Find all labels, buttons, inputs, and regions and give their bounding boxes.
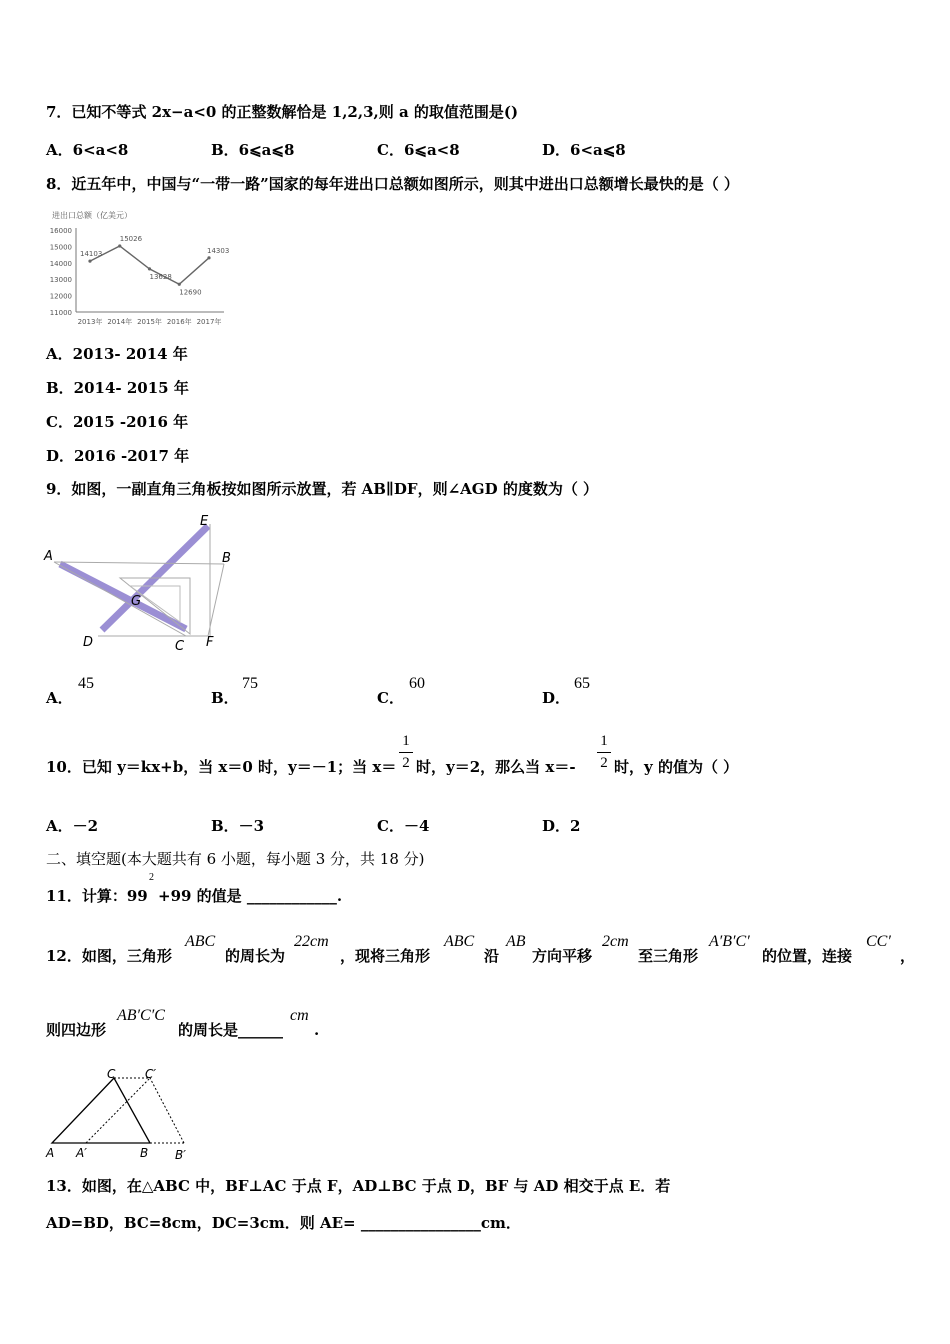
frac-den: 2 [600,755,608,771]
x-tick-label: 2013年 [77,318,103,326]
q10-option-a: A．－2 [46,817,99,835]
data-label: 13628 [149,272,172,281]
q9-option-a-value: 45 [78,675,94,692]
chart-title: 进出口总额（亿美元） [52,211,132,220]
y-tick-label: 12000 [49,292,72,301]
x-tick-label: 2017年 [196,318,222,326]
data-point [207,256,210,259]
q10-stem-c: 时，y 的值为（ ） [614,758,739,776]
trade-line-chart [44,206,234,331]
q9-option-c-letter: C． [377,689,404,707]
label-d: D [83,635,94,650]
frac-den: 2 [402,755,410,771]
q12-text-3: ，现将三角形 [340,947,431,965]
y-tick-label: 16000 [49,227,72,235]
q8-option-b: B．2014- 2015 年 [46,379,189,397]
q9-option-b-letter: B． [211,689,239,707]
q7-stem: 7．已知不等式 2x−a<0 的正整数解恰是 1,2,3,则 a 的取值范围是() [46,103,519,121]
q12-text-1: 12．如图，三角形 [46,947,172,965]
q7-option-a: A．6<a<8 [46,141,129,159]
q12-text-7: 的位置，连接 [762,947,853,965]
line-b1c1 [150,1078,184,1143]
q12-text-2: 的周长为 [225,947,286,965]
q12-math-a1b1c1: A′B′C′ [709,933,750,950]
q12-text-8: ， [900,947,916,965]
q12-text-6: 至三角形 [638,947,699,965]
q7-option-d: D．6<a⩽8 [542,141,626,159]
q9-stem: 9．如图，一副直角三角板按如图所示放置，若 AB∥DF，则∠AGD 的度数为（ ） [46,480,599,498]
q12-text-9: 则四边形 [46,1021,107,1039]
q9-option-a-letter: A． [46,689,73,707]
label-a-prime: A′ [76,1146,87,1160]
y-tick-label: 11000 [49,309,72,317]
label-b-prime: B′ [175,1148,186,1162]
q8-stem: 8．近五年中，中国与“一带一路”国家的每年进出口总额如图所示，则其中进出口总额增长最快的是（ ） [46,175,739,193]
q12-math-22cm: 22cm [294,933,329,950]
q12-text-11: . [314,1021,320,1039]
y-tick-label: 13000 [49,276,72,285]
set-squares-figure [40,512,240,654]
label-f: F [206,635,214,650]
q7-option-b: B．6⩽a⩽8 [211,141,295,159]
y-tick-label: 14000 [49,259,72,268]
label-c-prime: C′ [145,1067,157,1081]
q12-math-abc-2: ABC [444,933,475,950]
q12-math-ab1c1c: AB′C′C [117,1007,165,1024]
label-g: G [131,594,142,609]
line-ac [54,562,186,636]
data-point [148,267,151,270]
q9-option-d-value: 65 [574,675,590,692]
q10-option-d: D．2 [542,817,581,835]
q12-text-5: 方向平移 [532,947,593,965]
label-a: A [44,549,53,564]
x-tick-label: 2014年 [107,318,133,326]
data-label: 12690 [179,288,202,297]
translation-figure [42,1066,202,1164]
q10-stem-b: 时，y＝2，那么当 x＝- [416,758,576,776]
section-2-heading: 二、填空题(本大题共有 6 小题，每小题 3 分，共 18 分) [46,850,425,868]
q10-fraction-2 [597,733,611,772]
triangle-abc [52,1078,150,1143]
q7-option-c: C．6⩽a<8 [377,141,460,159]
label-c: C [175,639,185,654]
x-tick-label: 2016年 [166,318,192,326]
q12-math-ab: AB [506,933,526,950]
q12-math-cc1: CC′ [866,933,891,950]
label-a: A [46,1146,55,1160]
data-point [88,260,91,263]
data-label: 14103 [80,250,103,259]
q12-math-cm: cm [290,1007,309,1024]
y-tick-label: 15000 [49,243,72,252]
label-c: C [107,1067,116,1081]
label-b: B [222,551,231,566]
data-point [118,244,121,247]
x-tick-label: 2015年 [137,318,162,326]
q8-option-d: D．2016 -2017 年 [46,447,190,465]
label-b: B [140,1146,149,1160]
q8-option-a: A．2013- 2014 年 [46,345,188,363]
data-label: 14303 [207,246,230,255]
q11-exponent: 2 [149,872,154,883]
line-ab [54,562,224,564]
q10-option-c: C．－4 [377,817,430,835]
q12-text-4: 沿 [484,947,500,965]
q10-option-b: B．－3 [211,817,265,835]
q10-stem-a: 10．已知 y＝kx+b，当 x＝0 时，y＝－1；当 x＝ [46,758,397,776]
data-point [178,283,181,286]
q9-option-c-value: 60 [409,675,425,692]
q13-line-1: 13．如图，在△ABC 中，BF⊥AC 于点 F，AD⊥BC 于点 D，BF 与 AD 相交于点 E．若 [46,1177,671,1195]
q11-prefix: 11．计算：99 [46,887,148,905]
q9-option-d-letter: D． [542,689,571,707]
q12-math-abc: ABC [185,933,216,950]
frac-num: 1 [600,733,608,749]
q11-suffix: +99 的值是 ____________. [158,887,343,905]
data-label: 15026 [119,234,143,243]
frac-num: 1 [402,733,410,749]
q13-line-2: AD=BD，BC=8cm，DC=3cm．则 AE= ________________cm． [46,1214,521,1232]
q8-option-c: C．2015 -2016 年 [46,413,189,431]
line-a1c1 [86,1078,150,1143]
q10-fraction-1 [399,733,413,772]
q9-option-b-value: 75 [242,675,258,692]
q12-text-10: 的周长是______ [178,1021,284,1039]
label-e: E [200,514,209,529]
q12-math-2cm: 2cm [602,933,629,950]
bar-ac [60,564,186,629]
